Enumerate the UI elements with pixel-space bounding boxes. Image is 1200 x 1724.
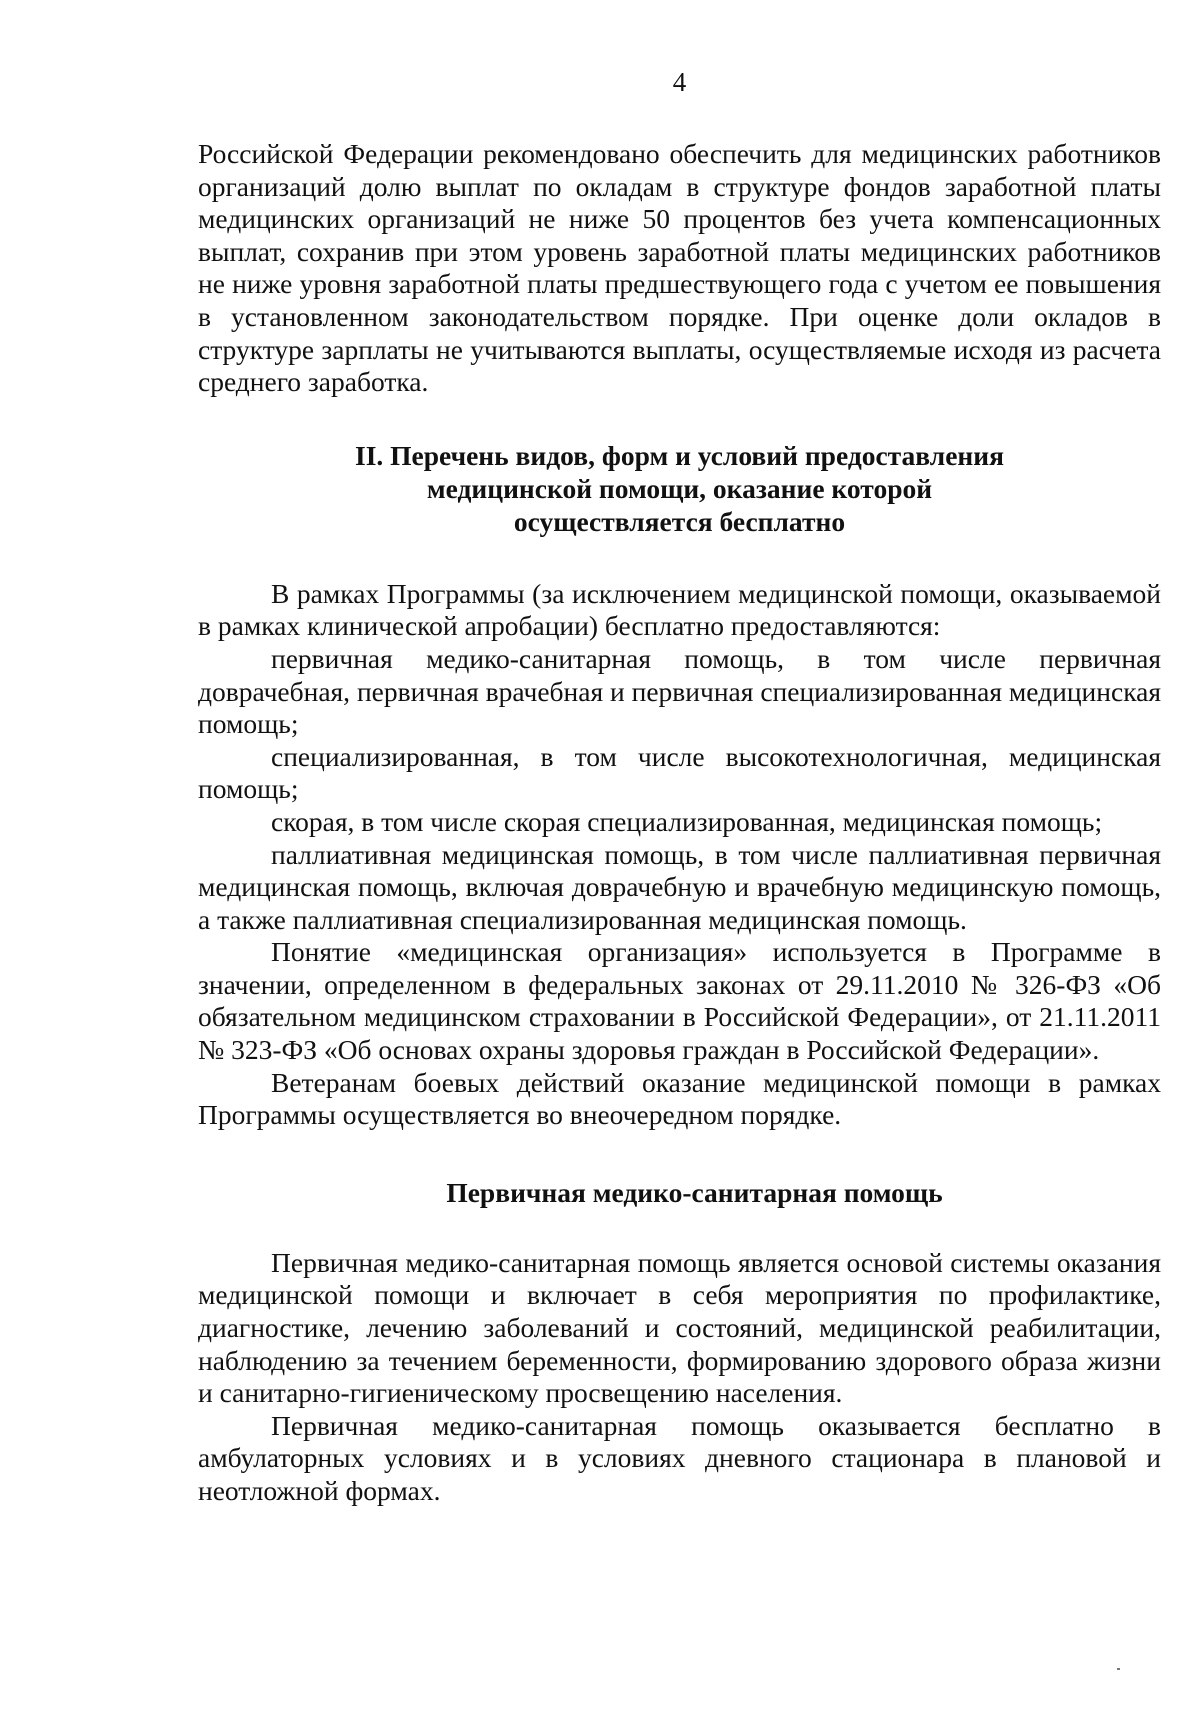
section-2-heading bbox=[198, 439, 1161, 538]
document-page bbox=[198, 66, 1161, 1508]
primary-care-paragraph-1: Первичная медико-санитарная помощь является основой системы оказания медицинской помощи и включает в себя мероприятия по профилактике, диагностике, лечению заболеваний и состояний, медицинской реабилитации, наблюдению за течением беременности, формированию здорового образа жизни и санитарно-гигиеническому просвещению населения. bbox=[198, 1246, 1161, 1409]
section-2-heading-line-3: осуществляется бесплатно bbox=[513, 505, 846, 537]
section-2-heading-line-1: II. Перечень видов, форм и условий предоставления bbox=[355, 439, 1004, 471]
section-2-paragraph-1: В рамках Программы (за исключением медицинской помощи, оказываемой в рамках клинической апробации) бесплатно предоставляются: bbox=[198, 577, 1161, 642]
scan-speck bbox=[1117, 1668, 1120, 1670]
section-2-list-item-specialized: специализированная, в том числе высокотехнологичная, медицинская помощь; bbox=[198, 740, 1161, 805]
page-number: 4 bbox=[672, 67, 687, 97]
section-2-list-item-palliative: паллиативная медицинская помощь, в том числе паллиативная первичная медицинская помощь, включая доврачебную и врачебную медицинскую помощь, а также паллиативная специализированная медицинская помощь. bbox=[198, 838, 1161, 935]
primary-care-paragraph-2: Первичная медико-санитарная помощь оказывается бесплатно в амбулаторных условиях и в условиях дневного стационара в плановой и неотложной формах. bbox=[198, 1409, 1161, 1506]
primary-care-heading: Первичная медико-санитарная помощь bbox=[446, 1176, 943, 1208]
section-2-list-item-primary: первичная медико-санитарная помощь, в том числе первичная доврачебная, первичная врачебная и первичная специализированная медицинская помощь; bbox=[198, 642, 1161, 740]
section-2-heading-line-2: медицинской помощи, оказание которой bbox=[426, 472, 933, 504]
section-2-paragraph-veterans: Ветеранам боевых действий оказание медицинской помощи в рамках Программы осуществляется во внеочередном порядке. bbox=[198, 1066, 1161, 1131]
intro-paragraph: Российской Федерации рекомендовано обеспечить для медицинских работников организаций долю выплат по окладам в структуре фондов заработной платы медицинских организаций не ниже 50 процентов без учета компенсационных выплат, сохранив при этом уровень заработной платы медицинских работников не ниже уровня заработной платы предшествующего года с учетом ее повышения в установленном законодательством порядке. При оценке доли окладов в структуре зарплаты не учитываются выплаты, осуществляемые исходя из расчета среднего заработка. bbox=[198, 138, 1161, 398]
section-2-list-item-emergency: скорая, в том числе скорая специализированная, медицинская помощь; bbox=[271, 805, 1103, 837]
section-2-paragraph-organization: Понятие «медицинская организация» используется в Программе в значении, определенном в федеральных законах от 29.11.2010 № 326-ФЗ «Об обязательном медицинском страховании в Российской Федерации», от 21.11.2011 № 323-ФЗ «Об основах охраны здоровья граждан в Российской Федерации». bbox=[198, 936, 1161, 1066]
